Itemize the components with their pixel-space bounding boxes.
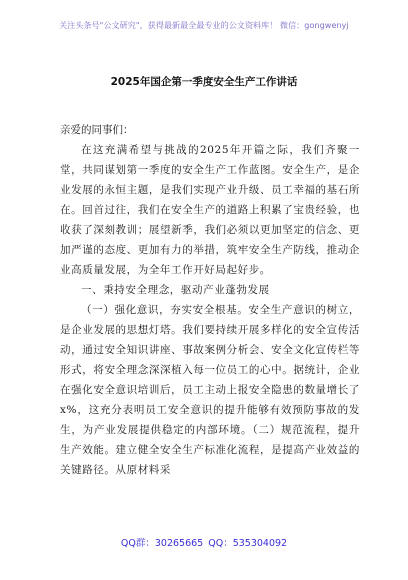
document-title: 2025年国企第一季度安全生产工作讲话 (110, 76, 298, 88)
paragraph-section-1: （一）强化意识，夯实安全根基。安全生产意识的树立，是企业发展的思想灯塔。我们要持续开展多样化的安全宣传活动，通过安全知识讲座、事故案例分析会、安全文化宣传栏等形式，将安全理念深深植入每一位员工的心中。据统计，企业在强化安全意识培训后，员工主动上报安全隐患的数量增长了x%，这充分表明员工安全意识的提升能够有效预防事故的发生，为产业发展提供稳定的内部环境。（二）规范流程，提升生产效能。建立健全安全生产标准化流程，是提高产业效益的关键路径。从原材料采 (60, 304, 360, 476)
paragraph-intro: 在这充满希望与挑战的2025年开篇之际，我们齐聚一堂，共同谋划第一季度的安全生产工作蓝图。安全生产，是企业发展的永恒主题，是我们实现产业升级、员工幸福的基石所在。回首过往，我们在安全生产的道路上积累了宝贵经验，也收获了深刻教训；展望新季，我们必须以更加坚定的信念、更加严谨的态度、更加有力的举措，筑牢安全生产防线，推动企业高质量发展，为全年工作开好局起好步。 (60, 144, 360, 276)
footer-contact: QQ群：30265665 QQ：535304092 (120, 538, 288, 549)
header-note: 关注头条号"公文研究"，获得最新最全最专业的公文资料库！ 微信：gongwenyj (59, 21, 349, 30)
salutation: 亲爱的同事们： (60, 124, 134, 136)
document-body (60, 140, 360, 480)
section-heading: 一、秉持安全理念，驱动产业蓬勃发展 (81, 284, 270, 296)
